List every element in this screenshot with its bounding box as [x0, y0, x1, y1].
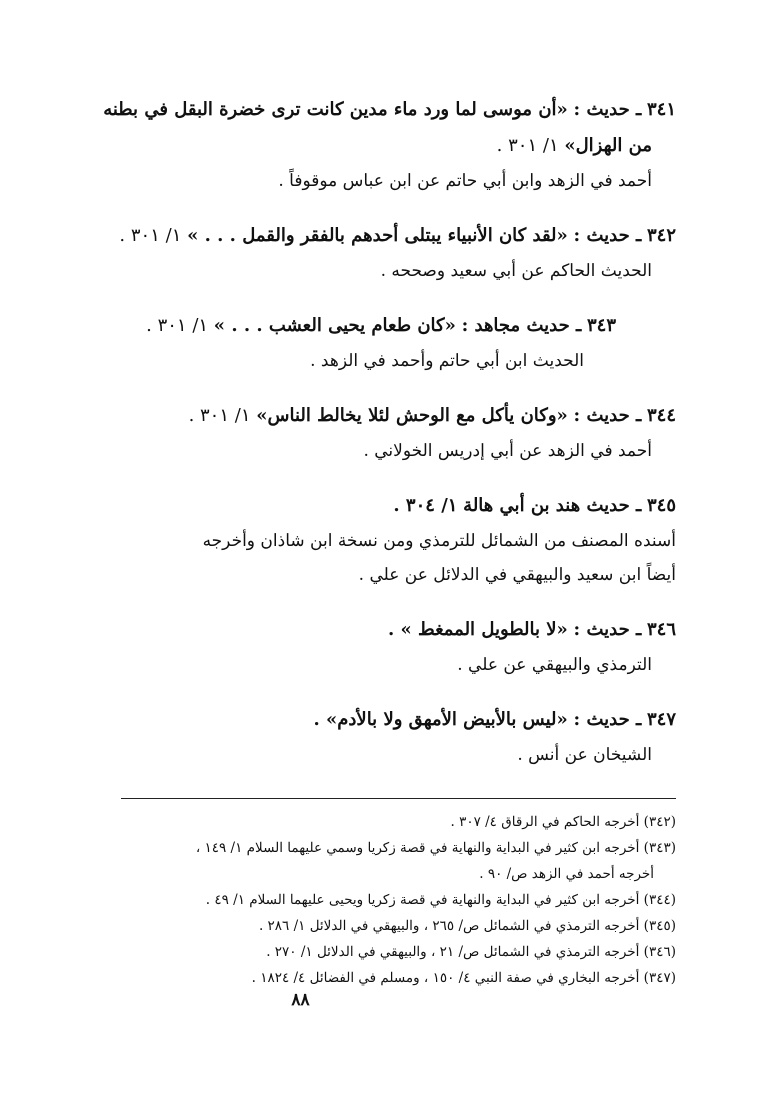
- entry-text: «لقد كان الأنبياء يبتلى أحدهم بالفقر والقمل . . . »: [187, 225, 568, 246]
- entry-reference: ١/ ٣٠١ .: [119, 225, 182, 246]
- entry-note: أسنده المصنف من الشمائل للترمذي ومن نسخة ابن شاذان وأخرجه: [202, 531, 676, 551]
- entry-heading: [80, 308, 676, 344]
- entry-number: ٣٤٧: [646, 709, 676, 730]
- footnote-346: (٣٤٦) أخرجه الترمذي في الشمائل ص/ ٢١ ، والبيهقي في الدلائل ١/ ٢٧٠ .: [266, 944, 676, 960]
- entry-note: أحمد في الزهد عن أبي إدريس الخولاني .: [363, 441, 652, 461]
- entry-reference: ١/ ٣٠٤ .: [393, 495, 458, 516]
- footnote-343: (٣٤٣) أخرجه ابن كثير في البداية والنهاية في قصة زكريا وسمي عليهما السلام ١/ ١٤٩ ،: [195, 840, 676, 856]
- entry-reference: ١/ ٣٠١ .: [496, 135, 559, 156]
- hadith-entry-344: [80, 398, 676, 468]
- footnotes: [80, 809, 676, 991]
- entry-number: ٣٤٤: [646, 405, 676, 426]
- entry-text: «لا بالطويل الممغط » .: [387, 619, 568, 640]
- entry-label: ـ حديث :: [573, 99, 642, 120]
- entry-reference: ١/ ٣٠١ .: [146, 315, 209, 336]
- hadith-entries: [80, 92, 676, 772]
- entry-label: ـ حديث :: [573, 225, 642, 246]
- page-number-text: ٨٨: [291, 990, 310, 1010]
- entry-label: ـ حديث :: [573, 405, 642, 426]
- entry-note: الترمذي والبيهقي عن علي .: [457, 655, 652, 675]
- document-page: [80, 92, 676, 1052]
- hadith-entry-342: [80, 218, 676, 288]
- entry-heading: [80, 92, 676, 128]
- entry-label: ـ حديث :: [573, 619, 642, 640]
- entry-heading: [80, 488, 676, 524]
- entry-text: «أن موسى لما ورد ماء مدين كانت ترى خضرة البقل في بطنه: [103, 99, 568, 120]
- entry-heading: [80, 218, 676, 254]
- entry-text: «كان طعام يحيى العشب . . . »: [213, 315, 456, 336]
- hadith-entry-347: [80, 702, 676, 772]
- entry-text: «وكان يأكل مع الوحش لئلا يخالط الناس»: [256, 405, 568, 426]
- entry-note: الحديث الحاكم عن أبي سعيد وصححه .: [380, 261, 652, 281]
- entry-heading: [80, 398, 676, 434]
- entry-number: ٣٤٢: [646, 225, 676, 246]
- hadith-entry-341: [80, 92, 676, 198]
- footnote-345: (٣٤٥) أخرجه الترمذي في الشمائل ص/ ٢٦٥ ، والبيهقي في الدلائل ١/ ٢٨٦ .: [258, 918, 676, 934]
- footnote-343-continued: أخرجه أحمد في الزهد ص/ ٩٠ .: [479, 866, 654, 882]
- hadith-entry-343: [80, 308, 676, 378]
- entry-reference: ١/ ٣٠١ .: [188, 405, 251, 426]
- entry-note: الشيخان عن أنس .: [517, 745, 652, 765]
- entry-text: «ليس بالأبيض الأمهق ولا بالأدم» .: [313, 709, 568, 730]
- entry-number: ٣٤٥: [646, 495, 676, 516]
- entry-note-continued: أيضاً ابن سعيد والبيهقي في الدلائل عن علي .: [358, 565, 676, 585]
- entry-note: الحديث ابن أبي حاتم وأحمد في الزهد .: [310, 351, 584, 371]
- entry-label: ـ حديث :: [573, 709, 642, 730]
- entry-number: ٣٤١: [646, 99, 676, 120]
- page-number: [0, 990, 761, 1010]
- entry-heading: [80, 612, 676, 648]
- entry-number: ٣٤٦: [646, 619, 676, 640]
- entry-number: ٣٤٣: [586, 315, 616, 336]
- entry-heading: [80, 702, 676, 738]
- footnote-347: (٣٤٧) أخرجه البخاري في صفة النبي ٤/ ١٥٠ ، ومسلم في الفضائل ٤/ ١٨٢٤ .: [251, 970, 676, 986]
- entry-note: أحمد في الزهد وابن أبي حاتم عن ابن عباس موقوفاً .: [278, 171, 652, 191]
- entry-label: ـ حديث مجاهد :: [461, 315, 582, 336]
- entry-label: ـ حديث هند بن أبي هالة: [463, 495, 642, 516]
- hadith-entry-345: [80, 488, 676, 592]
- footnote-344: (٣٤٤) أخرجه ابن كثير في البداية والنهاية في قصة زكريا ويحيى عليهما السلام ١/ ٤٩ .: [205, 892, 676, 908]
- footnote-divider: [121, 798, 676, 799]
- entry-heading-continued: [80, 128, 676, 164]
- hadith-entry-346: [80, 612, 676, 682]
- footnote-342: (٣٤٢) أخرجه الحاكم في الرقاق ٤/ ٣٠٧ .: [450, 814, 676, 830]
- entry-text-continued: من الهزال»: [564, 135, 652, 156]
